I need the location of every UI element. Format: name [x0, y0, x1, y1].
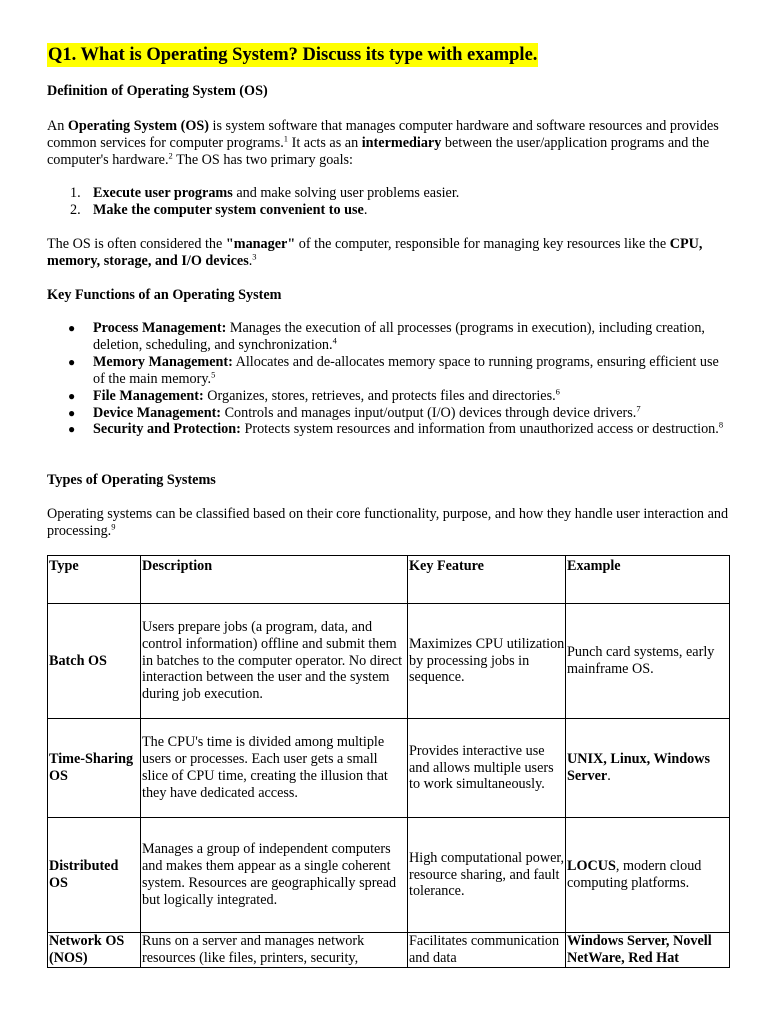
table-header-row: [48, 556, 730, 604]
footnote-ref[interactable]: 2: [168, 149, 173, 160]
bullet-icon: ●: [68, 389, 76, 403]
description-cell: Runs on a server and manages network resources (like files, printers, security,: [141, 933, 408, 968]
feature-cell: High computational power, resource sharing, and fault tolerance.: [408, 818, 566, 933]
footnote-ref[interactable]: 1: [283, 133, 289, 144]
feature-cell: Facilitates communication and data: [408, 933, 566, 968]
feature-cell: Provides interactive use and allows multiple users to work simultaneously.: [408, 719, 566, 818]
type-cell: Batch OS: [48, 604, 141, 719]
question-title: Q1. What is Operating System? Discuss its type with example.: [48, 45, 538, 65]
types-paragraph: Operating systems can be classified based on their core functionality, purpose, and how they handle user interaction and processing.$^9$: [47, 506, 729, 539]
feature-cell: Maximizes CPU utilization by processing jobs in sequence.: [408, 604, 566, 719]
table-row: [48, 933, 730, 968]
table-row: [48, 719, 730, 818]
footnote-ref[interactable]: 5: [211, 369, 216, 380]
example-cell: Punch card systems, early mainframe OS.: [566, 604, 730, 719]
column-header: Example: [566, 556, 730, 604]
column-header: Description: [141, 556, 408, 604]
column-header: Key Feature: [408, 556, 566, 604]
example-cell: Windows Server, Novell NetWare, Red Hat: [566, 933, 730, 968]
types-heading: Types of Operating Systems: [47, 472, 216, 488]
footnote-ref[interactable]: 7: [636, 403, 641, 414]
example-cell: UNIX, Linux, Windows Server.: [566, 719, 730, 818]
footnote-ref[interactable]: 4: [332, 335, 337, 346]
os-types-table: [47, 555, 730, 968]
description-cell: Manages a group of independent computers and makes them appear as a single coherent system. Resources are geographically spread but logically integrated.: [141, 818, 408, 933]
description-cell: The CPU's time is divided among multiple users or processes. Each user gets a small slice of CPU time, creating the illusion that they have dedicated access.: [141, 719, 408, 818]
column-header: Type: [48, 556, 141, 604]
bullet-icon: ●: [68, 321, 76, 335]
table-row: [48, 604, 730, 719]
bullet-icon: ●: [68, 406, 76, 420]
footnote-ref[interactable]: 8: [718, 419, 724, 430]
type-cell: Distributed OS: [48, 818, 141, 933]
example-cell: LOCUS, modern cloud computing platforms.: [566, 818, 730, 933]
definition-heading: Definition of Operating System (OS): [47, 83, 268, 99]
type-cell: Time-Sharing OS: [48, 719, 141, 818]
bullet-icon: ●: [68, 422, 76, 436]
functions-heading: Key Functions of an Operating System: [47, 287, 282, 303]
footnote-ref[interactable]: 3: [252, 251, 257, 262]
footnote-ref[interactable]: 6: [555, 386, 560, 397]
description-cell: Users prepare jobs (a program, data, and control information) offline and submit them in batches to the computer operator. No direct interaction between the user and the system during job execution.: [141, 604, 408, 719]
footnote-ref[interactable]: 9: [111, 521, 116, 532]
manager-paragraph: The OS is often considered the "manager" of the computer, responsible for managing key resources like the CPU, memory, storage, and I/O devices.$^3$: [47, 236, 703, 269]
type-cell: Network OS (NOS): [48, 933, 141, 968]
bullet-icon: ●: [68, 355, 76, 369]
table-row: [48, 818, 730, 933]
intro-paragraph: An Operating System (OS) is system software that manages computer hardware and software resources and provides common services for computer programs.$^1$ It acts as an intermediary between the user/application programs and the computer's hardware.$^2$ The OS has two primary goals:: [47, 118, 719, 168]
